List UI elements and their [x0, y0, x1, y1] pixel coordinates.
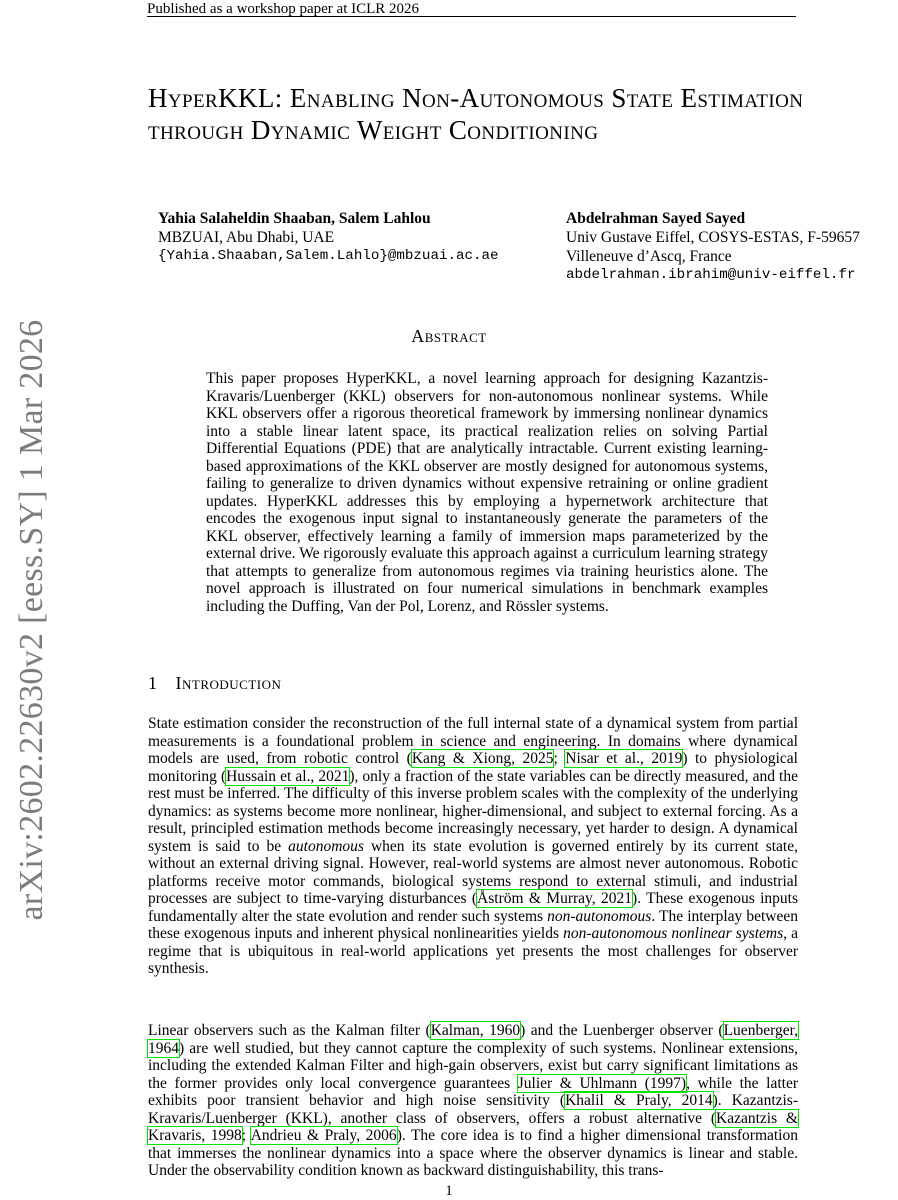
author-names-1: Yahia Salaheldin Shaaban, Salem Lahlou: [158, 210, 431, 227]
venue-header: Published as a workshop paper at ICLR 2026: [147, 1, 420, 17]
text-run: ) are well studied, but they cannot capture the complexity of such systems. Nonlinear extensions, including the extended Kalman Filter and high-gain observers, exist but carry significant limitations as the former provides only local convergence guarantees: [148, 1039, 798, 1092]
emphasis-autonomous: autonomous: [288, 837, 364, 855]
section-title: Introduction: [175, 673, 282, 693]
text-run: . The interplay between these exogenous inputs and inherent physical nonlinearities yields: [148, 907, 799, 942]
intro-paragraph-2: [148, 1022, 798, 1180]
section-number: 1: [148, 673, 158, 693]
page-number: 1: [445, 1183, 453, 1199]
abstract-text: This paper proposes HyperKKL, a novel learning approach for designing Kazantzis-Kravaris/Luenberger (KKL) observers for non-autonomous nonlinear systems. While KKL observers offer a rigorous theoretical framework by immersing nonlinear dynamics into a stable linear latent space, its practical realization relies on solving Partial Differential Equations (PDE) that are analytically intractable. Current existing learning-based approximations of the KKL observer are mostly designed for autonomous systems, failing to generalize to driven dynamics without expensive retraining or online gradient updates. HyperKKL addresses this by employing a hypernetwork architecture that encodes the exogenous input signal to instantaneously generate the parameters of the KKL observer, effectively learning a family of immersion maps parameterized by the external drive. We rigorously evaluate this approach against a curriculum learning strategy that attempts to generalize from autonomous regimes via training heuristics alone. The novel approach is illustrated on four numerical simulations in benchmark examples including the Duffing, Van der Pol, Lorenz, and Rössler systems.: [206, 370, 768, 615]
text-run: ). The core idea is to find a higher dimensional transformation that immerses the nonlinear dynamics into a space where the observer dynamics is linear and stable. Under the observability condition known as backward distinguishability, this trans-: [148, 1127, 798, 1179]
paper-title: HyperKKL: Enabling Non-Autonomous State Estimation through Dynamic Weight Conditioning: [148, 83, 804, 145]
arxiv-identifier-stamp: arXiv:2602.22630v2 [eess.SY] 1 Mar 2026: [13, 319, 50, 921]
author-email-2: abdelrahman.ibrahim@univ-eiffel.fr: [566, 267, 856, 283]
author-block-2: [566, 209, 860, 285]
header-rule: [147, 16, 796, 17]
citation-link-kazantzis-kravaris[interactable]: Kazantzis & Kravaris, 1998: [148, 1109, 798, 1144]
emphasis-non-autonomous-nonlinear: non-autonomous nonlinear systems: [563, 925, 784, 942]
text-run: ). These exogenous inputs fundamentally alter the state evolution and render such systems: [148, 890, 798, 925]
author-block-1: [158, 209, 499, 266]
text-run: , while the latter exhibits poor transient behavior and high noise sensitivity (: [148, 1074, 798, 1109]
author-affiliation-2b: Villeneuve d’Ascq, France: [566, 248, 732, 265]
text-run: ;: [553, 750, 566, 767]
text-run: Linear observers such as the Kalman filter (: [148, 1022, 431, 1039]
author-affiliation-1: MBZUAI, Abu Dhabi, UAE: [158, 229, 335, 246]
text-run: ;: [241, 1127, 251, 1144]
section-heading-introduction: [148, 673, 281, 694]
emphasis-non-autonomous: non-autonomous: [547, 907, 652, 925]
text-run: when its state evolution is governed entirely by its current state, without an external driving signal. However, real-world systems are almost never autonomous. Robotic platforms receive motor commands, biological systems respond to external stimuli, and industrial processes are subject to time-varying disturbances (: [148, 837, 798, 907]
citation-link-kalman[interactable]: Kalman, 1960: [430, 1022, 521, 1039]
author-names-2: Abdelrahman Sayed Sayed: [566, 210, 746, 227]
text-run: ), only a fraction of the state variables can be directly measured, and the rest must be inferred. The difficulty of this inverse problem scales with the complexity of the underlying dynamics: as systems become more nonlinear, higher-dimensional, and subject to external forcing. As a result, principled estimation methods become increasingly necessary, yet harder to design. A dynamical system is said to be: [148, 767, 798, 855]
citation-link-nisar[interactable]: Nisar et al., 2019: [565, 750, 683, 767]
citation-link-julier-uhlmann[interactable]: Julier & Uhlmann (1997): [517, 1074, 687, 1092]
author-email-1: {Yahia.Shaaban,Salem.Lahlo}@mbzuai.ac.ae: [158, 248, 499, 264]
text-run: , a regime that is ubiquitous in real-world applications yet presents the most challenges for observer synthesis.: [148, 925, 799, 977]
text-run: ) and the Luenberger observer (: [520, 1022, 724, 1039]
text-run: ). Kazantzis-Kravaris/Luenberger (KKL), another class of observers, offers a robust alternative (: [148, 1092, 799, 1127]
abstract-heading: Abstract: [411, 326, 487, 346]
intro-paragraph-1: [148, 715, 798, 978]
text-run: State estimation consider the reconstruction of the full internal state of a dynamical system from partial measurements is a foundational problem in science and engineering. In domains where dynamical models are used, from robotic control (: [148, 715, 798, 767]
citation-link-hussain[interactable]: Hussain et al., 2021: [226, 767, 350, 785]
citation-link-astrom-murray[interactable]: Åström & Murray, 2021: [477, 890, 632, 907]
text-run: ) to physiological monitoring (: [148, 750, 798, 785]
citation-link-khalil-praly[interactable]: Khalil & Praly, 2014: [565, 1092, 713, 1109]
citation-link-andrieu-praly[interactable]: Andrieu & Praly, 2006: [250, 1127, 397, 1144]
citation-link-kang-xiong[interactable]: Kang & Xiong, 2025: [411, 750, 554, 767]
author-affiliation-2: Univ Gustave Eiffel, COSYS-ESTAS, F-59657: [566, 229, 860, 246]
citation-link-luenberger[interactable]: Luenberger, 1964: [148, 1022, 798, 1057]
